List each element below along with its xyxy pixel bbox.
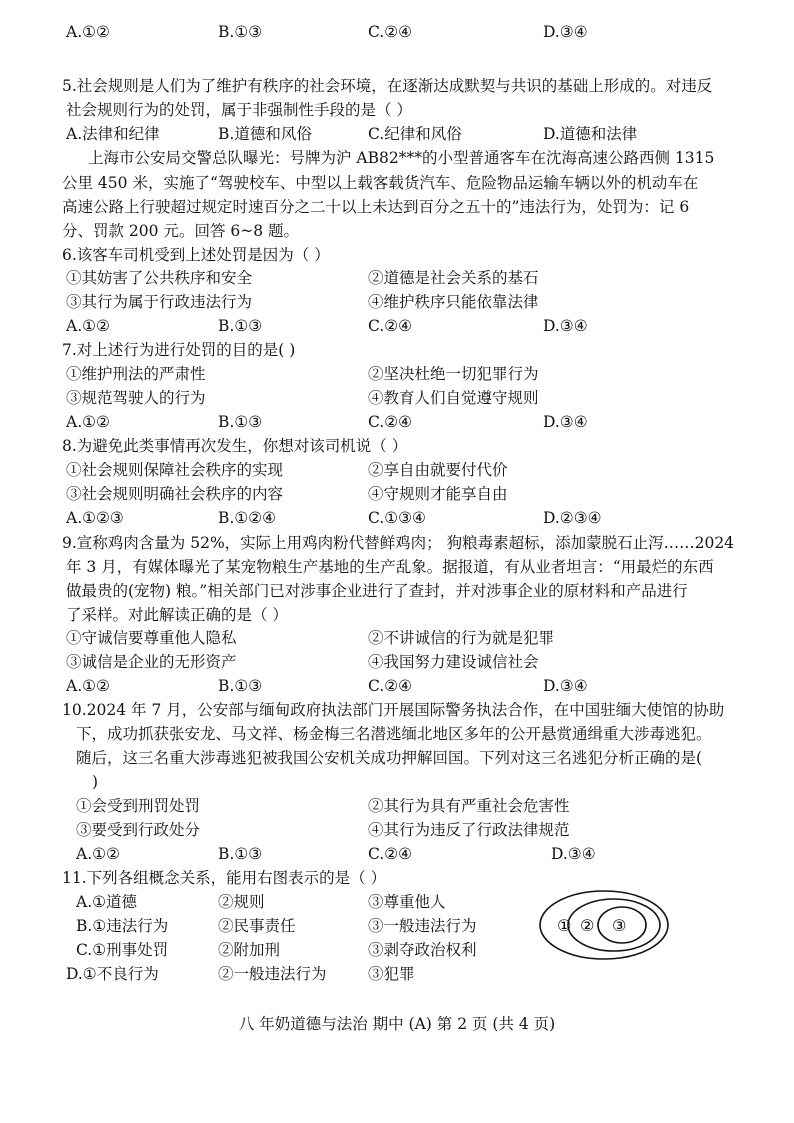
q8-statement-3: ③社会规则明确社会秩序的内容 [66, 485, 284, 503]
q4-option-a: A.①② [66, 23, 110, 41]
q11-stem: 11.下列各组概念关系，能用右图表示的是（ ） [62, 869, 387, 887]
q7-statement-1: ①维护刑法的严肃性 [66, 365, 206, 383]
q11-row-c-item1: C.①刑事处罚 [76, 941, 169, 959]
q5-stem-line1: 5.社会规则是人们为了维护有秩序的社会环境，在逐渐达成默契与共识的基础上形成的。对违反 [62, 77, 713, 95]
passage-line1: 上海市公安局交警总队曝光：号牌为沪 AB82***的小型普通客车在沈海高速公路西侧 1315 [88, 149, 715, 167]
q10-option-d: D.③④ [551, 845, 596, 863]
q6-option-d: D.③④ [543, 317, 588, 335]
q7-statement-2: ②坚决杜绝一切犯罪行为 [368, 365, 539, 383]
q11-row-a-item1: A.①道德 [76, 893, 138, 911]
q10-statement-1: ①会受到刑罚处罚 [76, 797, 201, 815]
q5-option-a: A.法律和纪律 [66, 125, 160, 143]
q6-statement-1: ①其妨害了公共秩序和安全 [66, 269, 253, 287]
q5-stem-line2: 社会规则行为的处罚，属于非强制性手段的是（ ） [66, 101, 412, 119]
q9-option-d: D.③④ [543, 677, 588, 695]
q11-row-b-item1: B.①违法行为 [76, 917, 169, 935]
q10-option-c: C.②④ [368, 845, 413, 863]
q10-statement-4: ④其行为违反了行政法律规范 [368, 821, 570, 839]
q7-option-b: B.①③ [218, 413, 263, 431]
passage-line2: 公里 450 米，实施了“驾驶校车、中型以上载客载货汽车、危险物品运输车辆以外的机动车在 [62, 174, 699, 192]
q11-row-b-item3: ③一般违法行为 [368, 917, 477, 935]
q11-row-a-item2: ②规则 [218, 893, 265, 911]
q5-option-c: C.纪律和风俗 [368, 125, 462, 143]
q7-option-d: D.③④ [543, 413, 588, 431]
q9-option-b: B.①③ [218, 677, 263, 695]
q6-statement-2: ②道德是社会关系的基石 [368, 269, 539, 287]
q8-statement-2: ②享自由就要付代价 [368, 461, 508, 479]
diagram-label-2: ② [580, 916, 595, 935]
q9-statement-2: ②不讲诚信的行为就是犯罪 [368, 629, 555, 647]
q9-stem-line4: 了采样。对此解读正确的是（ ） [66, 606, 288, 624]
diagram-label-3: ③ [612, 916, 627, 935]
q10-stem-line4: ) [92, 773, 99, 791]
q9-statement-1: ①守诚信要尊重他人隐私 [66, 629, 237, 647]
q9-option-a: A.①② [66, 677, 110, 695]
q6-option-b: B.①③ [218, 317, 263, 335]
q6-statement-4: ④维护秩序只能依靠法律 [368, 293, 539, 311]
q8-stem: 8.为避免此类事情再次发生，你想对该司机说（ ） [62, 437, 408, 455]
q5-option-b: B.道德和风俗 [218, 125, 312, 143]
q5-option-d: D.道德和法律 [543, 125, 638, 143]
q11-row-c-item3: ③剥夺政治权利 [368, 941, 477, 959]
q8-statement-4: ④守规则才能享自由 [368, 485, 508, 503]
q7-statement-4: ④教育人们自觉遵守规则 [368, 389, 539, 407]
page-footer: 八 年奶道德与法治 期中 (A) 第 2 页 (共 4 页) [238, 1015, 556, 1033]
q8-option-d: D.②③④ [543, 509, 602, 527]
q10-statement-3: ③要受到行政处分 [76, 821, 201, 839]
q11-row-a-item3: ③尊重他人 [368, 893, 446, 911]
q11-row-d-item1: D.①不良行为 [66, 965, 159, 983]
q10-stem-line3: 随后，这三名重大涉毒逃犯被我国公安机关成功押解回国。下列对这三名逃犯分析正确的是( [76, 749, 703, 767]
nested-concept-diagram [538, 888, 670, 962]
q8-statement-1: ①社会规则保障社会秩序的实现 [66, 461, 284, 479]
q11-row-d-item3: ③犯罪 [368, 965, 415, 983]
q9-stem-line1: 9.宣称鸡肉含量为 52%，实际上用鸡肉粉代替鲜鸡肉； 狗粮毒素超标，添加蒙脱石止泻……2024 [62, 534, 735, 552]
q8-option-b: B.①②④ [218, 509, 277, 527]
q10-option-b: B.①③ [218, 845, 263, 863]
q6-stem: 6.该客车司机受到上述处罚是因为（ ） [62, 246, 330, 264]
q4-option-c: C.②④ [368, 23, 413, 41]
q11-row-c-item2: ②附加刑 [218, 941, 281, 959]
q10-option-a: A.①② [76, 845, 120, 863]
q7-option-c: C.②④ [368, 413, 413, 431]
q9-option-c: C.②④ [368, 677, 413, 695]
q9-stem-line3: 做最贵的(宠物) 粮。”相关部门已对涉事企业进行了查封，并对涉事企业的原材料和产品进行 [66, 582, 688, 600]
q6-option-a: A.①② [66, 317, 110, 335]
q11-row-d-item2: ②一般违法行为 [218, 965, 327, 983]
q9-statement-4: ④我国努力建设诚信社会 [368, 653, 539, 671]
passage-line4: 分、罚款 200 元。回答 6~8 题。 [62, 222, 300, 240]
q4-option-d: D.③④ [543, 23, 588, 41]
q8-option-a: A.①②③ [66, 509, 124, 527]
q9-stem-line2: 年 3 月，有媒体曝光了某宠物粮生产基地的生产乱象。据报道，有从业者坦言：“用最烂的东西 [66, 558, 714, 576]
q10-stem-line1: 10.2024 年 7 月，公安部与缅甸政府执法部门开展国际警务执法合作，在中国驻缅大使馆的协助 [62, 701, 725, 719]
diagram-label-1: ① [557, 916, 572, 935]
q11-row-b-item2: ②民事责任 [218, 917, 296, 935]
q10-stem-line2: 下，成功抓获张安龙、马文祥、杨金梅三名潜逃缅北地区多年的公开悬赏通缉重大涉毒逃犯。 [76, 725, 712, 743]
q9-statement-3: ③诚信是企业的无形资产 [66, 653, 237, 671]
q6-statement-3: ③其行为属于行政违法行为 [66, 293, 253, 311]
q7-option-a: A.①② [66, 413, 110, 431]
q7-statement-3: ③规范驾驶人的行为 [66, 389, 206, 407]
q4-option-b: B.①③ [218, 23, 263, 41]
passage-line3: 高速公路上行驶超过规定时速百分之二十以上未达到百分之五十的”违法行为，处罚为：记 6 [62, 198, 690, 216]
q6-option-c: C.②④ [368, 317, 413, 335]
q10-statement-2: ②其行为具有严重社会危害性 [368, 797, 570, 815]
q7-stem: 7.对上述行为进行处罚的目的是( ) [62, 341, 296, 359]
q8-option-c: C.①③④ [368, 509, 426, 527]
